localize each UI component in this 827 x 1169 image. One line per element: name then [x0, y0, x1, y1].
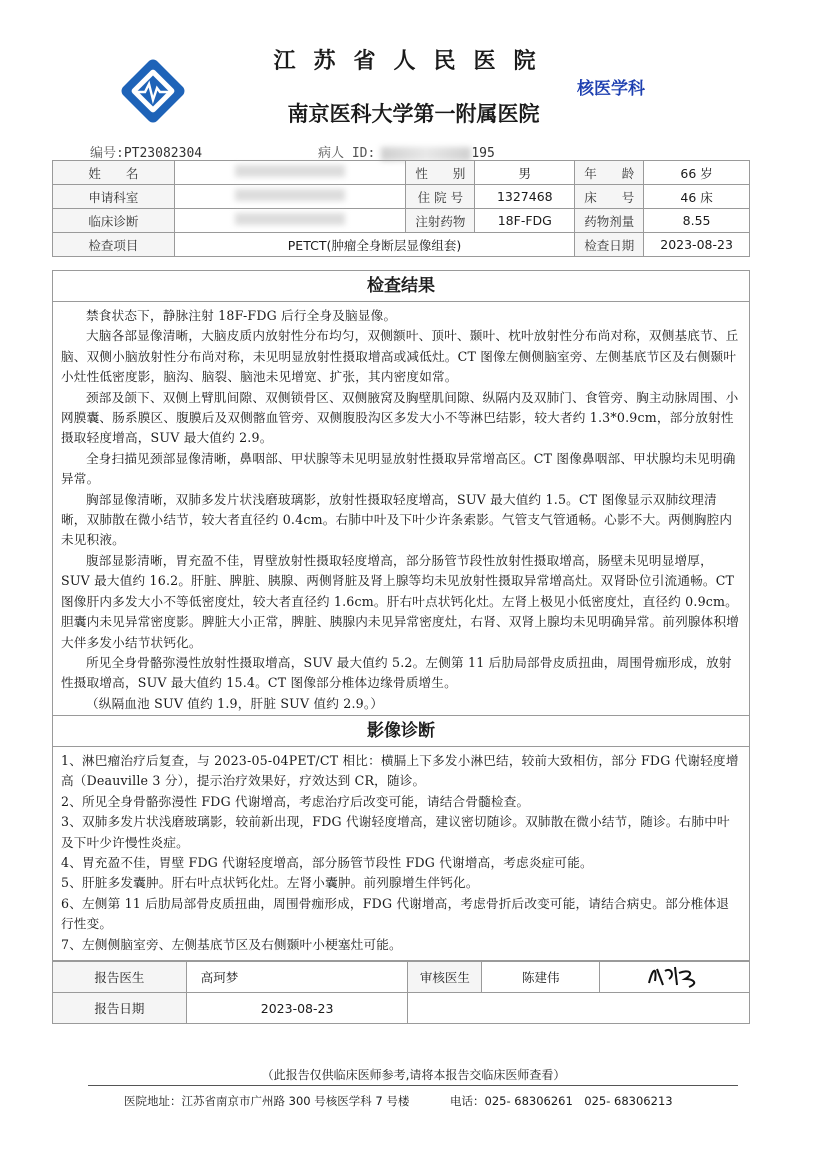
reviewer-label: 审核医生	[408, 962, 482, 993]
patient-id: 病人 ID: 195	[318, 146, 495, 161]
impression-item: 6、左侧第 11 后肋局部骨皮质扭曲，周围骨痂形成，FDG 代谢增高，考虑骨折后改变可能，请结合病史。部分椎体退行性变。	[61, 895, 730, 932]
bed-value: 46 床	[644, 185, 750, 209]
findings-title: 检查结果	[53, 271, 749, 302]
table-row	[53, 962, 750, 993]
findings-paragraph: 全身扫描见颈部显像清晰，鼻咽部、甲状腺等未见明显放射性摄取异常增高区。CT 图像鼻咽部、甲状腺均未见明确异常。	[61, 450, 736, 487]
name-label: 姓 名	[53, 161, 175, 185]
table-row	[53, 185, 750, 209]
impression-item: 4、胃充盈不佳，胃壁 FDG 代谢轻度增高，部分肠管节段性 FDG 代谢增高，考虑炎症可能。	[61, 855, 593, 871]
hospital-alt-name: 南京医科大学第一附属医院	[287, 101, 540, 126]
findings-paragraph: 大脑各部显像清晰，大脑皮质内放射性分布均匀，双侧额叶、顶叶、颞叶、枕叶放射性分布尚对称，双侧基底节、丘脑、双侧小脑放射性分布尚对称，未见明显放射性摄取增高或减低灶。CT 图像左侧侧脑室旁、左侧基底节区及右侧颞叶小灶性低密度影，脑沟、脑裂、脑池未见增宽、扩张，其内密度如常。	[61, 328, 739, 385]
report-date-label: 报告日期	[53, 993, 187, 1024]
findings-section	[52, 270, 750, 716]
impression-item: 7、左侧侧脑室旁、左侧基底节区及右侧颞叶小梗塞灶可能。	[61, 936, 402, 952]
dept-value	[174, 185, 406, 209]
impression-item: 1、淋巴瘤治疗后复查，与 2023-05-04PET/CT 相比：横膈上下多发小淋巴结，较前大致相仿，部分 FDG 代谢轻度增高（Deauville 3 分），提示治疗效果好，疗效达到 CR，随诊。	[61, 753, 739, 789]
patient-name-value	[174, 161, 406, 185]
findings-paragraph: 所见全身骨骼弥漫性放射性摄取增高，SUV 最大值约 5.2。左侧第 11 后肋局部骨皮质扭曲，周围骨痂形成，放射性摄取增高，SUV 最大值约 15.4。CT 图像部分椎体边缘骨质增生。	[61, 654, 732, 691]
table-row	[53, 161, 750, 185]
dose-value: 8.55	[644, 209, 750, 233]
impression-section	[52, 716, 750, 961]
reporter-value: 高珂梦	[186, 962, 408, 993]
impression-item: 5、肝脏多发囊肿。肝右叶点状钙化灶。左肾小囊肿。前列腺增生伴钙化。	[61, 875, 479, 891]
footer-divider	[88, 1085, 738, 1086]
disclaimer: （此报告仅供临床医师参考,请将本报告交临床医师查看）	[261, 1068, 566, 1082]
handwritten-signature	[600, 962, 750, 993]
impression-item: 3、双肺多发片状浅磨玻璃影，较前新出现，FDG 代谢轻度增高，建议密切随诊。双肺散在微小结节，随诊。右肺中叶及下叶少许慢性炎症。	[61, 814, 730, 850]
impression-item: 2、所见全身骨骼弥漫性 FDG 代谢增高，考虑治疗后改变可能，请结合骨髓检查。	[61, 793, 530, 809]
drug-label: 注射药物	[406, 209, 475, 233]
dept-label: 申请科室	[53, 185, 175, 209]
gender-label: 性 别	[406, 161, 475, 185]
signature-icon	[645, 963, 705, 989]
hospital-address: 医院地址：江苏省南京市广州路 300 号核医学科 7 号楼	[124, 1094, 410, 1108]
patient-info-table	[52, 160, 750, 257]
age-value: 66 岁	[644, 161, 750, 185]
admission-value: 1327468	[475, 185, 575, 209]
age-label: 年 龄	[575, 161, 644, 185]
table-row	[53, 209, 750, 233]
findings-paragraph: 胸部显像清晰，双肺多发片状浅磨玻璃影，放射性摄取轻度增高，SUV 最大值约 1.5。CT 图像显示双肺纹理清晰，双肺散在微小结节，较大者直径约 0.4cm。右肺中叶及下叶少许条索影。气管支气管通畅。心影不大。两侧胸腔内未见积液。	[61, 491, 733, 548]
table-row	[53, 233, 750, 257]
department-name: 核医学科	[577, 79, 645, 99]
impression-title: 影像诊断	[53, 716, 749, 747]
gender-value: 男	[475, 161, 575, 185]
exam-date-label: 检查日期	[575, 233, 644, 257]
findings-paragraph: 禁食状态下，静脉注射 18F-FDG 后行全身及脑显像。	[86, 308, 397, 323]
drug-value: 18F-FDG	[475, 209, 575, 233]
empty-cell	[408, 993, 750, 1024]
report-number: 编号:PT23082304	[90, 146, 203, 161]
impression-body	[53, 747, 749, 959]
dose-label: 药物剂量	[575, 209, 644, 233]
signature-table	[52, 961, 750, 1024]
exam-label: 检查项目	[53, 233, 175, 257]
exam-value: PETCT(肿瘤全身断层显像组套)	[174, 233, 574, 257]
hospital-phone: 电话：025- 68306261 025- 68306213	[450, 1094, 673, 1108]
diagnosis-value	[174, 209, 406, 233]
exam-date-value: 2023-08-23	[644, 233, 750, 257]
bed-label: 床 号	[575, 185, 644, 209]
findings-paragraph: 颈部及颌下、双侧上臂肌间隙、双侧锁骨区、双侧腋窝及胸壁肌间隙、纵隔内及双肺门、食管旁、胸主动脉周围、小网膜囊、肠系膜区、腹膜后及双侧髂血管旁、双侧腹股沟区多发大小不等淋巴结影，较大者约 1.3*0.9cm，部分放射性摄取轻度增高，SUV 最大值约 2.9。	[61, 389, 739, 446]
reporter-label: 报告医生	[53, 962, 187, 993]
reviewer-value: 陈建伟	[482, 962, 600, 993]
diagnosis-label: 临床诊断	[53, 209, 175, 233]
admission-label: 住 院 号	[406, 185, 475, 209]
report-date-value: 2023-08-23	[186, 993, 408, 1024]
findings-body	[53, 302, 749, 718]
hospital-name: 江苏省人民医院	[273, 48, 554, 74]
table-row	[53, 993, 750, 1024]
findings-paragraph: （纵隔血池 SUV 值约 1.9，肝脏 SUV 值约 2.9。）	[86, 695, 384, 711]
findings-paragraph: 腹部显影清晰，胃充盈不佳，胃壁放射性摄取轻度增高，部分肠管节段性放射性摄取增高，肠壁未见明显增厚，SUV 最大值约 16.2。肝脏、脾脏、胰腺、两侧肾脏及肾上腺等均未见放射性摄取异常增高灶。双肾卧位引流通畅。CT 图像肝内多发大小不等低密度灶，较大者直径约 1.6cm。肝右叶点状钙化灶。左肾上极见小低密度灶，直径约 0.9cm。胆囊内未见异常密度影。脾脏大小正常，脾脏、胰腺内未见异常密度灶，右肾、双肾上腺均未见明确异常。前列腺体积增大伴多发小结节状钙化。	[61, 552, 740, 650]
